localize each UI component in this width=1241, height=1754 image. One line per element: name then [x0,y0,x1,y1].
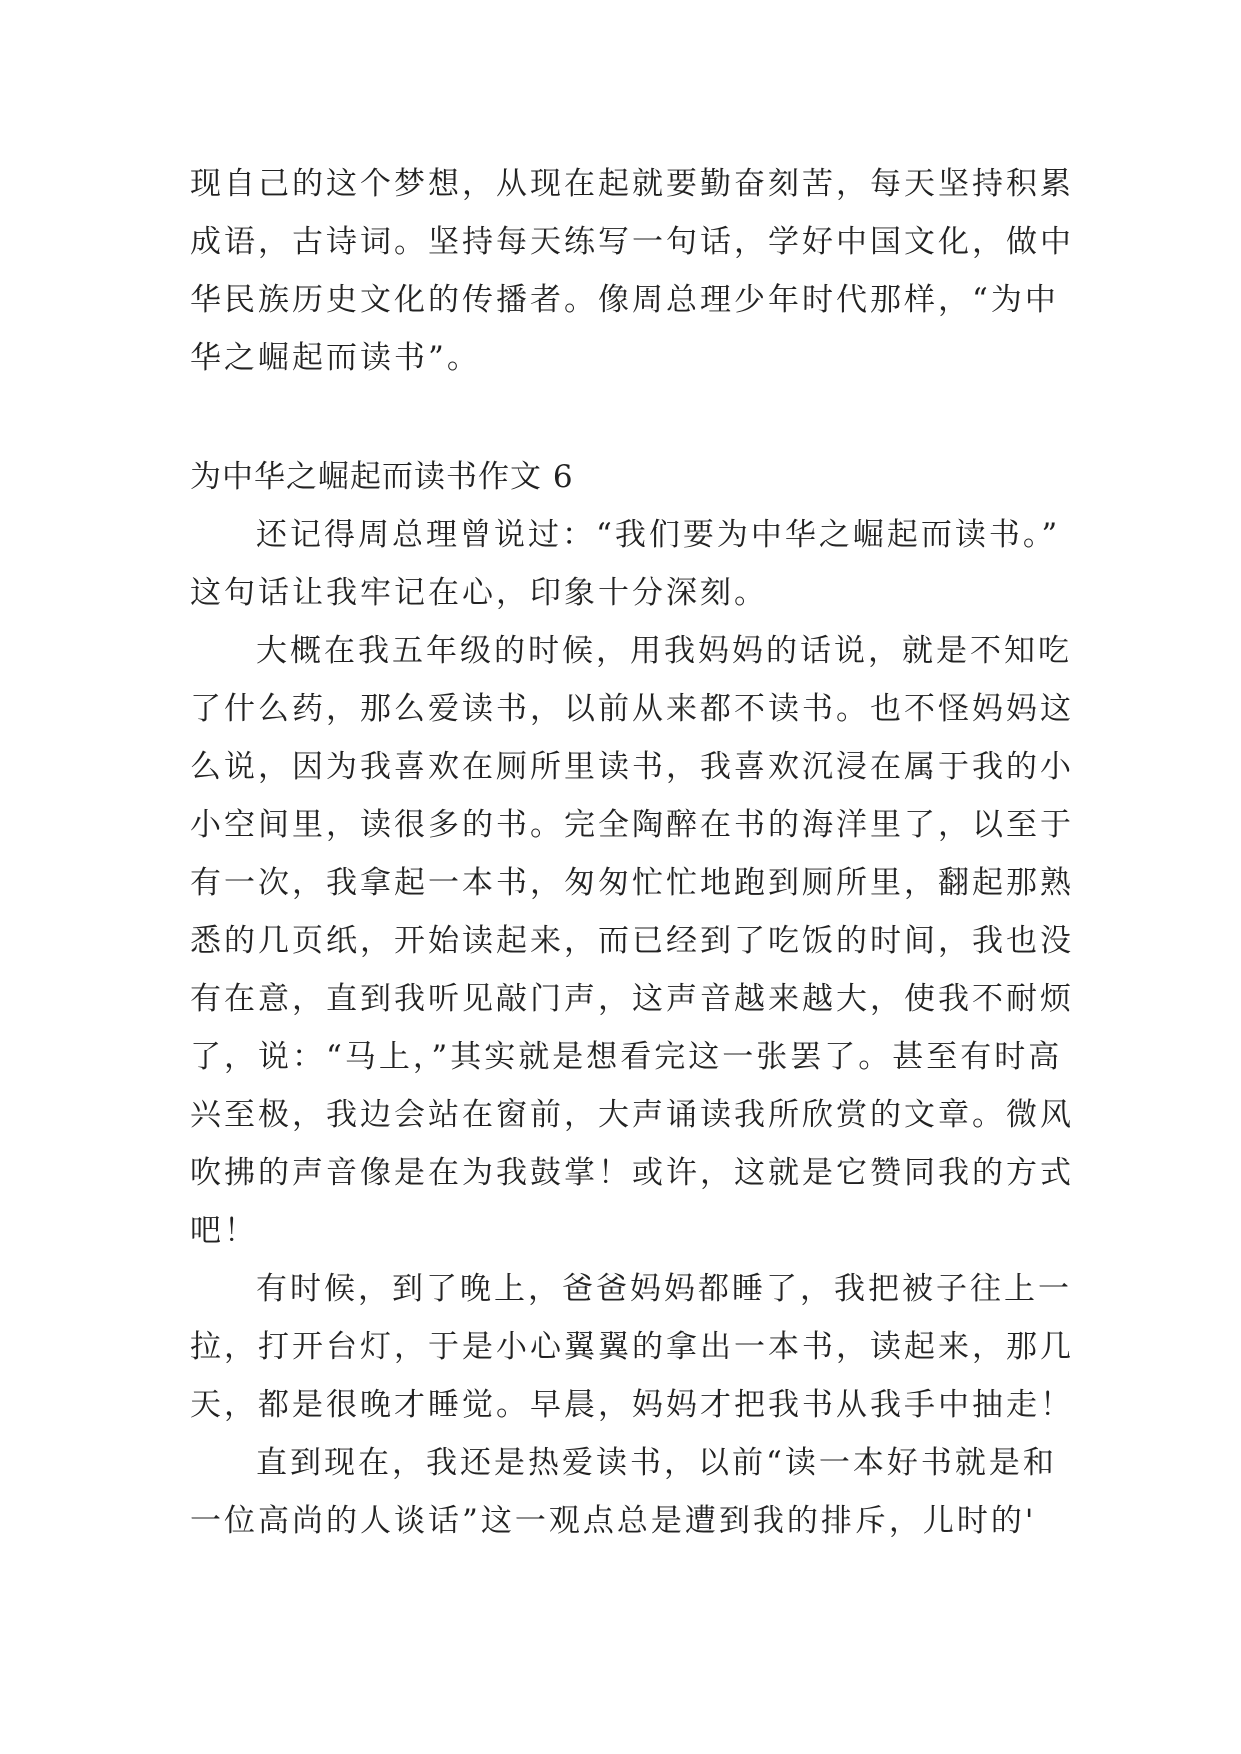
text-line: 成语，古诗词。坚持每天练写一句话，学好中国文化，做中 [190,224,1074,260]
text-line: 吧！ [190,1213,258,1249]
text-line: 一位高尚的人谈话”这一观点总是遭到我的排斥，儿时的' [190,1503,1037,1539]
text-line: 兴至极，我边会站在窗前，大声诵读我所欣赏的文章。微风 [190,1097,1074,1133]
section-title: 为中华之崛起而读书作文 6 [190,459,574,495]
text-line: 华之崛起而读书”。 [190,340,481,376]
text-line: 还记得周总理曾说过：“我们要为中华之崛起而读书。” [256,517,1061,553]
text-line: 有一次，我拿起一本书，匆匆忙忙地跑到厕所里，翻起那熟 [190,865,1074,901]
document-body [190,0,1074,1754]
text-line: 小空间里，读很多的书。完全陶醉在书的海洋里了，以至于 [190,807,1074,843]
text-line: 吹拂的声音像是在为我鼓掌！或许，这就是它赞同我的方式 [190,1155,1074,1191]
text-line: 有在意，直到我听见敲门声，这声音越来越大，使我不耐烦 [190,981,1074,1017]
text-line: 有时候，到了晚上，爸爸妈妈都睡了，我把被子往上一 [256,1271,1072,1307]
text-line: 了什么药，那么爱读书，以前从来都不读书。也不怪妈妈这 [190,691,1074,727]
text-line: 么说，因为我喜欢在厕所里读书，我喜欢沉浸在属于我的小 [190,749,1074,785]
text-line: 了，说：“马上，”其实就是想看完这一张罢了。甚至有时高 [190,1039,1063,1075]
text-line: 现自己的这个梦想，从现在起就要勤奋刻苦，每天坚持积累 [190,166,1074,202]
text-line: 悉的几页纸，开始读起来，而已经到了吃饭的时间，我也没 [190,923,1074,959]
text-line: 天，都是很晚才睡觉。早晨，妈妈才把我书从我手中抽走！ [190,1387,1074,1423]
text-line: 这句话让我牢记在心，印象十分深刻。 [190,575,768,611]
text-line: 华民族历史文化的传播者。像周总理少年时代那样，“为中 [190,282,1059,318]
text-line: 大概在我五年级的时候，用我妈妈的话说，就是不知吃 [256,633,1072,669]
text-line: 拉，打开台灯，于是小心翼翼的拿出一本书，读起来，那几 [190,1329,1074,1365]
text-line: 直到现在，我还是热爱读书，以前“读一本好书就是和 [256,1445,1057,1481]
